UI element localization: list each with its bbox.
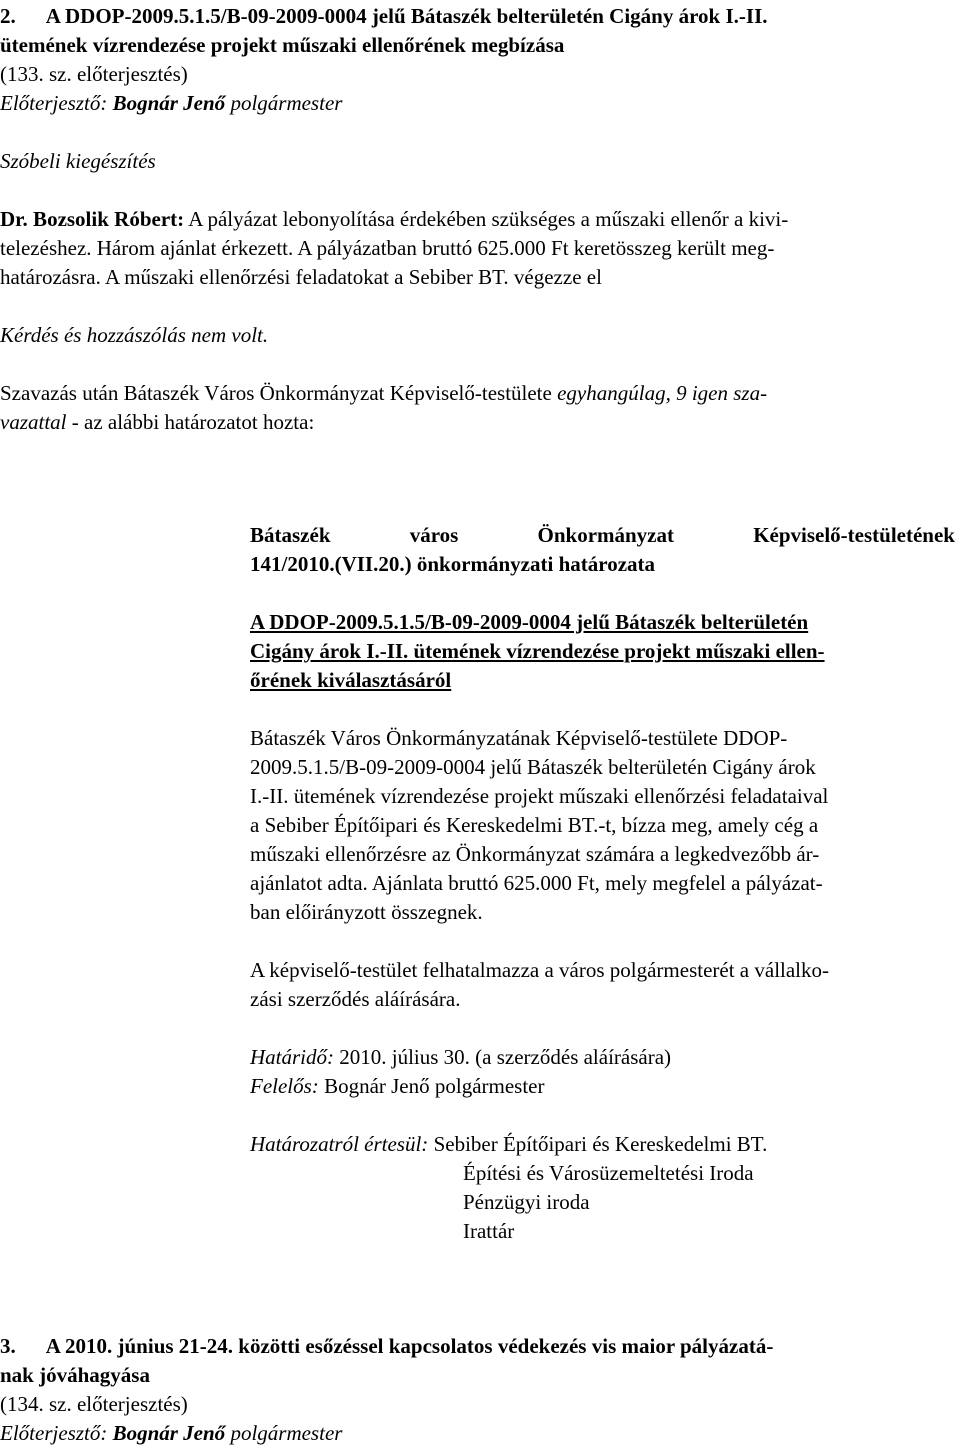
section-title: A DDOP-2009.5.1.5/B-09-2009-0004 jelű Bátaszék belterületén Cigány árok I.-II.	[45, 4, 768, 28]
verbal-text-line1: Dr. Bozsolik Róbert: A pályázat lebonyolítása érdekében szükséges a műszaki ellenőr a kivi-	[0, 207, 789, 231]
proposal-number: (133. sz. előterjesztés)	[0, 62, 188, 86]
section-3-heading-line2: nak jóváhagyása	[0, 1363, 150, 1387]
section-3-heading-line1	[0, 1336, 773, 1357]
notify-label: Határozatról értesül:	[250, 1132, 429, 1156]
resolution-number: 141/2010.(VII.20.) önkormányzati határozata	[250, 552, 656, 576]
resolution-body2-line2: zási szerződés aláírására.	[250, 987, 461, 1011]
verbal-supplement-heading: Szóbeli kiegészítés	[0, 149, 156, 173]
presenter-role: polgármester	[230, 1421, 343, 1445]
section-number: 2.	[0, 4, 16, 28]
resolution-body1-line6: ajánlatot adta. Ajánlata bruttó 625.000 Ft, mely megfelel a pályázat-	[250, 871, 823, 895]
resolution-body1-line3: I.-II. ütemének vízrendezése projekt műszaki ellenőrzési feladataival	[250, 784, 829, 808]
presenter-label: Előterjesztő:	[0, 1421, 108, 1445]
resolution-body1-line7: ban előirányzott összegnek.	[250, 900, 483, 924]
presenter-name: Bognár Jenő	[112, 91, 226, 115]
resolution-title-line1: Bátaszék város Önkormányzat Képviselő-testületének	[250, 523, 955, 547]
notify-item: Építési és Városüzemeltetési Iroda	[463, 1161, 754, 1185]
presenter-label: Előterjesztő:	[0, 91, 108, 115]
verbal-text-line2: telezéshez. Három ajánlat érkezett. A pályázatban bruttó 625.000 Ft keretösszeg került meg-	[0, 236, 775, 260]
vote-text-line2: vazattal - az alábbi határozatot hozta:	[0, 410, 315, 434]
presenter-name: Bognár Jenő	[112, 1421, 226, 1445]
responsible-line	[250, 1076, 545, 1097]
responsible-value: Bognár Jenő polgármester	[324, 1074, 545, 1098]
vote-text-line1: Szavazás után Bátaszék Város Önkormányzat Képviselő-testülete egyhangúlag, 9 igen sza-	[0, 381, 768, 405]
resolution-body2-line1: A képviselő-testület felhatalmazza a város polgármesterét a vállalko-	[250, 958, 830, 982]
section-title: A 2010. június 21-24. közötti esőzéssel kapcsolatos védekezés vis maior pályázatá-	[45, 1334, 774, 1358]
resolution-body1-line5: műszaki ellenőrzésre az Önkormányzat számára a legkedvezőbb ár-	[250, 842, 820, 866]
presenter-line	[0, 1423, 342, 1444]
section-2-heading-line2: ütemének vízrendezése projekt műszaki ellenőrének megbízása	[0, 33, 565, 57]
resolution-subject-line2: Cigány árok I.-II. ütemének vízrendezése projekt műszaki ellen-	[250, 639, 825, 663]
notify-item: Sebiber Építőipari és Kereskedelmi BT.	[433, 1132, 768, 1156]
responsible-label: Felelős:	[250, 1074, 319, 1098]
verbal-text-line3: határozásra. A műszaki ellenőrzési feladatokat a Sebiber BT. végezze el	[0, 265, 602, 289]
deadline-value: 2010. július 30. (a szerződés aláírására)	[339, 1045, 672, 1069]
resolution-subject-line1: A DDOP-2009.5.1.5/B-09-2009-0004 jelű Bátaszék belterületén	[250, 610, 809, 634]
no-questions-note: Kérdés és hozzászólás nem volt.	[0, 323, 269, 347]
resolution-body1-line2: 2009.5.1.5/B-09-2009-0004 jelű Bátaszék belterületén Cigány árok	[250, 755, 816, 779]
notify-line	[250, 1134, 767, 1155]
section-2-heading-line1	[0, 6, 768, 27]
resolution-body1-line4: a Sebiber Építőipari és Kereskedelmi BT.-t, bízza meg, amely cég a	[250, 813, 819, 837]
resolution-body1-line1: Bátaszék Város Önkormányzatának Képviselő-testülete DDOP-	[250, 726, 788, 750]
presenter-role: polgármester	[230, 91, 343, 115]
speaker-name: Dr. Bozsolik Róbert:	[0, 207, 185, 231]
notify-item: Irattár	[463, 1219, 515, 1243]
deadline-line	[250, 1047, 671, 1068]
proposal-number: (134. sz. előterjesztés)	[0, 1392, 188, 1416]
section-number: 3.	[0, 1334, 16, 1358]
resolution-subject-line3: őrének kiválasztásáról	[250, 668, 452, 692]
presenter-line	[0, 93, 342, 114]
notify-item: Pénzügyi iroda	[463, 1190, 590, 1214]
deadline-label: Határidő:	[250, 1045, 334, 1069]
